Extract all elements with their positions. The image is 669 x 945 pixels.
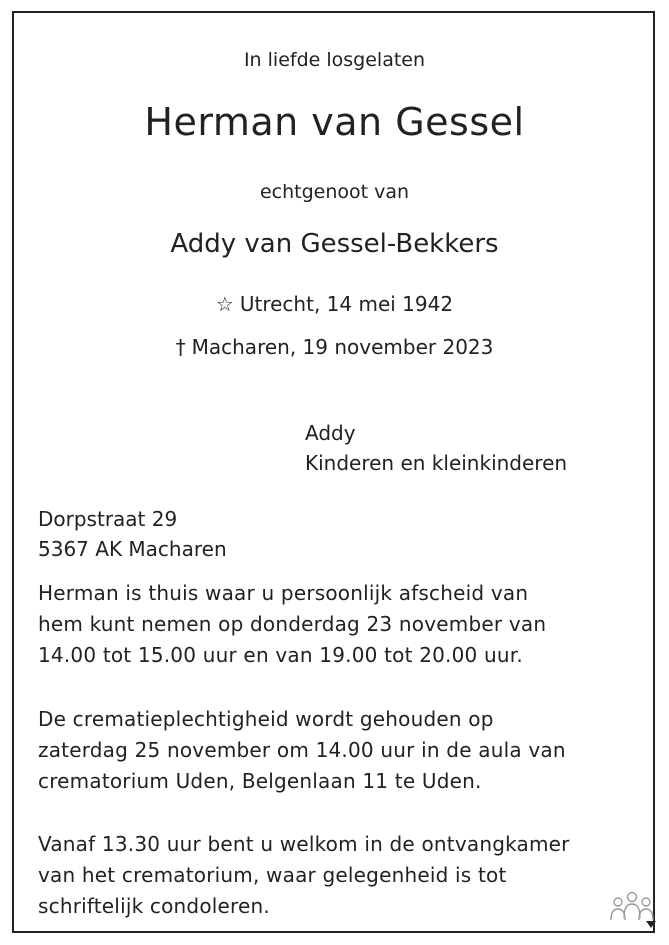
paragraph-line: hem kunt nemen op donderdag 23 november van <box>38 612 547 636</box>
star-icon: ☆ <box>215 292 234 316</box>
logo <box>608 890 658 932</box>
ceremony-paragraph <box>38 704 566 797</box>
address-line: Dorpstraat 29 <box>38 507 178 531</box>
paragraph-line: schriftelijk condoleren. <box>38 894 270 918</box>
cross-icon: † <box>175 335 186 359</box>
caret-down-icon <box>646 921 656 928</box>
signers <box>305 418 567 478</box>
paragraph-line: Herman is thuis waar u persoonlijk afscheid van <box>38 581 529 605</box>
deceased-name: Herman van Gessel <box>144 100 525 144</box>
people-group-icon <box>611 893 653 921</box>
death-line <box>0 335 669 359</box>
paragraph-line: crematorium Uden, Belgenlaan 11 te Uden. <box>38 769 482 793</box>
condolence-paragraph <box>38 829 570 922</box>
death-text: Macharen, 19 november 2023 <box>191 335 494 359</box>
paragraph-line: Vanaf 13.30 uur bent u welkom in de ontvangkamer <box>38 832 570 856</box>
address-line: 5367 AK Macharen <box>38 537 227 561</box>
signer-line: Addy <box>305 421 356 445</box>
paragraph-line: zaterdag 25 november om 14.00 uur in de aula van <box>38 738 566 762</box>
signer-line: Kinderen en kleinkinderen <box>305 451 568 475</box>
spouse-name: Addy van Gessel-Bekkers <box>170 229 499 259</box>
paragraph-line: De crematieplechtigheid wordt gehouden op <box>38 707 494 731</box>
birth-text: Utrecht, 14 mei 1942 <box>239 292 454 316</box>
relation-text: echtgenoot van <box>259 181 410 203</box>
paragraph-line: 14.00 tot 15.00 uur en van 19.00 tot 20.00 uur. <box>38 643 523 667</box>
visitation-paragraph <box>38 578 546 671</box>
birth-line <box>0 292 669 316</box>
paragraph-line: van het crematorium, waar gelegenheid is tot <box>38 863 507 887</box>
intro-text: In liefde losgelaten <box>243 49 426 71</box>
address <box>38 504 227 564</box>
